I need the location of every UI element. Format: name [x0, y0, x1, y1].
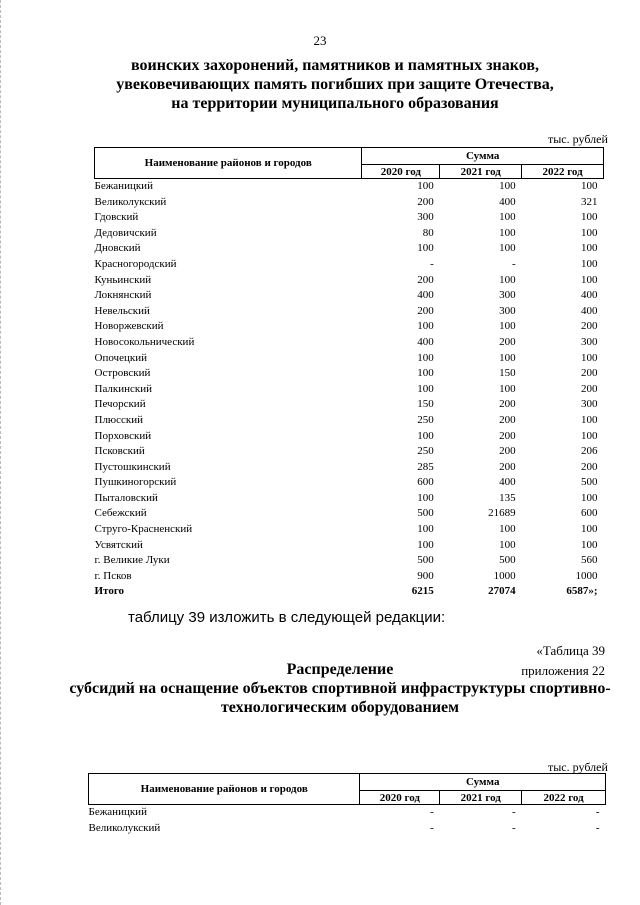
- district-name: Пустошкинский: [94, 460, 171, 473]
- table-row: [95, 475, 604, 491]
- amount-cell: -: [511, 806, 516, 818]
- amount-cell: -: [430, 257, 434, 270]
- amount-cell: 100: [417, 242, 434, 255]
- district-name: Новосокольнический: [94, 335, 195, 348]
- district-name: Струго-Красненский: [94, 523, 193, 536]
- district-name: Локнянский: [94, 289, 152, 302]
- table-row: [95, 522, 604, 538]
- amount-cell: 100: [417, 180, 434, 192]
- district-name: Дедовичский: [94, 226, 157, 239]
- amount-cell: 200: [581, 320, 598, 333]
- district-name: Бежаницкий: [94, 180, 153, 192]
- amount-cell: 200: [499, 413, 516, 426]
- table-row: [95, 553, 604, 569]
- district-name: Печорский: [94, 398, 146, 411]
- table-row: [95, 241, 604, 257]
- amount-cell: 100: [581, 538, 598, 551]
- district-name: Опочецкий: [94, 351, 147, 364]
- amount-cell: 100: [581, 523, 598, 536]
- amount-cell: 100: [581, 226, 598, 239]
- amount-cell: 300: [417, 211, 434, 224]
- amount-cell: 500: [499, 554, 516, 567]
- district-name: Дновский: [94, 242, 141, 255]
- amount-cell: 100: [581, 429, 598, 442]
- column-header-name: Наименование районов и городов: [95, 148, 362, 179]
- amount-cell: 400: [581, 289, 598, 302]
- distribution-title-line: технологическим оборудованием: [220, 699, 460, 716]
- table-row: [95, 226, 604, 242]
- section-title-line: воинских захоронений, памятников и памятных знаков,: [131, 57, 539, 74]
- amount-cell: 100: [417, 367, 434, 380]
- amount-cell: 300: [581, 398, 598, 411]
- amount-cell: 100: [417, 523, 434, 536]
- amount-cell: 600: [581, 507, 598, 520]
- column-header-year: 2021 год: [440, 791, 522, 805]
- table-row: [95, 444, 604, 460]
- district-name: г. Псков: [94, 569, 132, 582]
- amount-cell: 100: [499, 538, 516, 551]
- amount-cell: 500: [417, 507, 434, 520]
- amount-cell: 500: [581, 476, 598, 489]
- amount-cell: 100: [499, 273, 516, 286]
- amount-cell: 400: [499, 476, 516, 489]
- table-row: [95, 304, 604, 320]
- amount-cell: 100: [417, 320, 434, 333]
- amount-cell: 100: [417, 538, 434, 551]
- total-row: [95, 584, 604, 600]
- distribution-title: [60, 660, 620, 717]
- district-name: Палкинский: [94, 382, 153, 395]
- district-name: Себежский: [94, 507, 147, 520]
- section-title-line: увековечивающих память погибших при защите Отечества,: [116, 76, 554, 93]
- amount-cell: -: [511, 257, 516, 270]
- amount-cell: 100: [499, 320, 516, 333]
- amount-cell: 100: [499, 211, 516, 224]
- column-header-name: Наименование районов и городов: [89, 774, 360, 805]
- amount-cell: 400: [417, 289, 434, 302]
- amount-cell: 200: [499, 429, 516, 442]
- subsidy-table: [88, 773, 606, 836]
- table-note-line: «Таблица 39: [536, 643, 605, 658]
- amount-cell: 400: [581, 304, 598, 317]
- table-row: [95, 397, 604, 413]
- units-label: тыс. рублей: [548, 132, 608, 146]
- section-title-line: на территории муниципального образования: [171, 95, 499, 112]
- amount-cell: 100: [581, 413, 598, 426]
- amount-cell: -: [595, 821, 600, 834]
- table-row: [95, 429, 604, 445]
- amount-cell: 100: [417, 382, 434, 395]
- table-row: [95, 382, 604, 398]
- column-header-year: 2022 год: [522, 165, 604, 179]
- district-name: Порховский: [94, 429, 152, 442]
- amount-cell: 200: [499, 335, 516, 348]
- amount-cell: 250: [417, 445, 434, 458]
- column-header-year: 2022 год: [522, 791, 606, 805]
- total-label: Итого: [94, 585, 125, 598]
- table-row: [95, 351, 604, 367]
- amount-cell: 100: [499, 351, 516, 364]
- amount-cell: 100: [581, 257, 598, 270]
- district-name: г. Великие Луки: [94, 554, 170, 567]
- amount-cell: 200: [417, 273, 434, 286]
- district-name: Усвятский: [94, 538, 143, 551]
- amount-cell: 100: [417, 491, 434, 504]
- district-name: Островский: [94, 367, 151, 380]
- table-row: [95, 460, 604, 476]
- amount-cell: 21689: [488, 507, 516, 520]
- distribution-title-line: Распределение: [286, 661, 394, 678]
- table-row: [89, 821, 606, 837]
- amount-cell: 250: [417, 413, 434, 426]
- amount-cell: 285: [417, 460, 434, 473]
- amount-cell: 100: [499, 180, 516, 192]
- amount-cell: 100: [499, 523, 516, 536]
- table-note-line: приложения 22: [521, 663, 605, 678]
- amount-cell: 200: [499, 398, 516, 411]
- amount-cell: 200: [499, 460, 516, 473]
- table-row: [95, 413, 604, 429]
- district-name: Великолукский: [94, 195, 167, 208]
- district-name: Красногородский: [94, 257, 177, 270]
- amount-cell: 900: [417, 569, 434, 582]
- table-row: [95, 273, 604, 289]
- amount-cell: 200: [499, 445, 516, 458]
- district-name: Великолукский: [88, 821, 161, 834]
- amount-cell: 100: [581, 273, 598, 286]
- table-row: [95, 195, 604, 211]
- amount-cell: 321: [581, 195, 598, 208]
- amount-cell: 400: [499, 195, 516, 208]
- amount-cell: 100: [581, 491, 598, 504]
- amount-cell: 300: [499, 304, 516, 317]
- amount-cell: 100: [581, 180, 598, 192]
- column-header-year: 2021 год: [440, 165, 522, 179]
- amount-cell: 100: [581, 242, 598, 255]
- amount-cell: 150: [417, 398, 434, 411]
- amount-cell: -: [430, 821, 434, 834]
- allocation-table: [94, 147, 604, 600]
- amount-cell: 200: [581, 367, 598, 380]
- section-title: [95, 56, 575, 113]
- amount-cell: 1000: [493, 569, 516, 582]
- amount-cell: -: [430, 806, 434, 818]
- amount-cell: 200: [417, 195, 434, 208]
- amount-cell: 100: [581, 351, 598, 364]
- amount-cell: 300: [499, 289, 516, 302]
- table-row: [95, 288, 604, 304]
- amount-cell: 400: [417, 335, 434, 348]
- table-row: [95, 538, 604, 554]
- amount-cell: 200: [581, 460, 598, 473]
- amount-cell: 150: [499, 367, 516, 380]
- distribution-title-line: субсидий на оснащение объектов спортивной инфраструктуры спортивно-: [69, 680, 611, 697]
- table-row: [95, 335, 604, 351]
- column-header-sum: Сумма: [362, 148, 604, 165]
- units-label: тыс. рублей: [548, 760, 608, 774]
- district-name: Пушкиногорский: [94, 476, 177, 489]
- district-name: Бежаницкий: [88, 806, 147, 818]
- amount-cell: 100: [499, 242, 516, 255]
- amount-cell: 100: [417, 351, 434, 364]
- amount-cell: 100: [417, 429, 434, 442]
- column-header-sum: Сумма: [360, 774, 606, 791]
- amount-cell: 200: [581, 382, 598, 395]
- amount-cell: 100: [499, 382, 516, 395]
- amount-cell: -: [595, 806, 600, 818]
- district-name: Новоржевский: [94, 320, 164, 333]
- table-row: [95, 569, 604, 585]
- amount-cell: 206: [581, 445, 598, 458]
- amount-cell: 200: [417, 304, 434, 317]
- scan-edge-marks: [0, 0, 7, 905]
- district-name: Куньинский: [94, 273, 152, 286]
- table-row: [95, 491, 604, 507]
- amount-cell: 300: [581, 335, 598, 348]
- table-row: [95, 366, 604, 382]
- total-amount: 27074: [488, 585, 516, 598]
- table-row: [95, 506, 604, 522]
- column-header-year: 2020 год: [362, 165, 440, 179]
- table-row: [89, 805, 606, 821]
- district-name: Пыталовский: [94, 491, 158, 504]
- district-name: Гдовский: [94, 211, 139, 224]
- amount-cell: 100: [581, 211, 598, 224]
- amount-cell: 1000: [575, 569, 598, 582]
- page-number: 23: [313, 33, 327, 48]
- table-row: [95, 210, 604, 226]
- total-amount: 6587»;: [566, 585, 598, 598]
- body-text: таблицу 39 изложить в следующей редакции:: [128, 609, 446, 626]
- district-name: Невельский: [94, 304, 150, 317]
- district-name: Плюсский: [94, 413, 144, 426]
- total-amount: 6215: [411, 585, 434, 598]
- table-row: [95, 319, 604, 335]
- column-header-year: 2020 год: [360, 791, 440, 805]
- table-row: [95, 257, 604, 273]
- district-name: Псковский: [94, 445, 145, 458]
- amount-cell: 100: [499, 226, 516, 239]
- amount-cell: 600: [417, 476, 434, 489]
- table-row: [95, 179, 604, 195]
- amount-cell: -: [511, 821, 516, 834]
- amount-cell: 80: [422, 226, 434, 239]
- amount-cell: 135: [499, 491, 516, 504]
- amount-cell: 560: [581, 554, 598, 567]
- amount-cell: 500: [417, 554, 434, 567]
